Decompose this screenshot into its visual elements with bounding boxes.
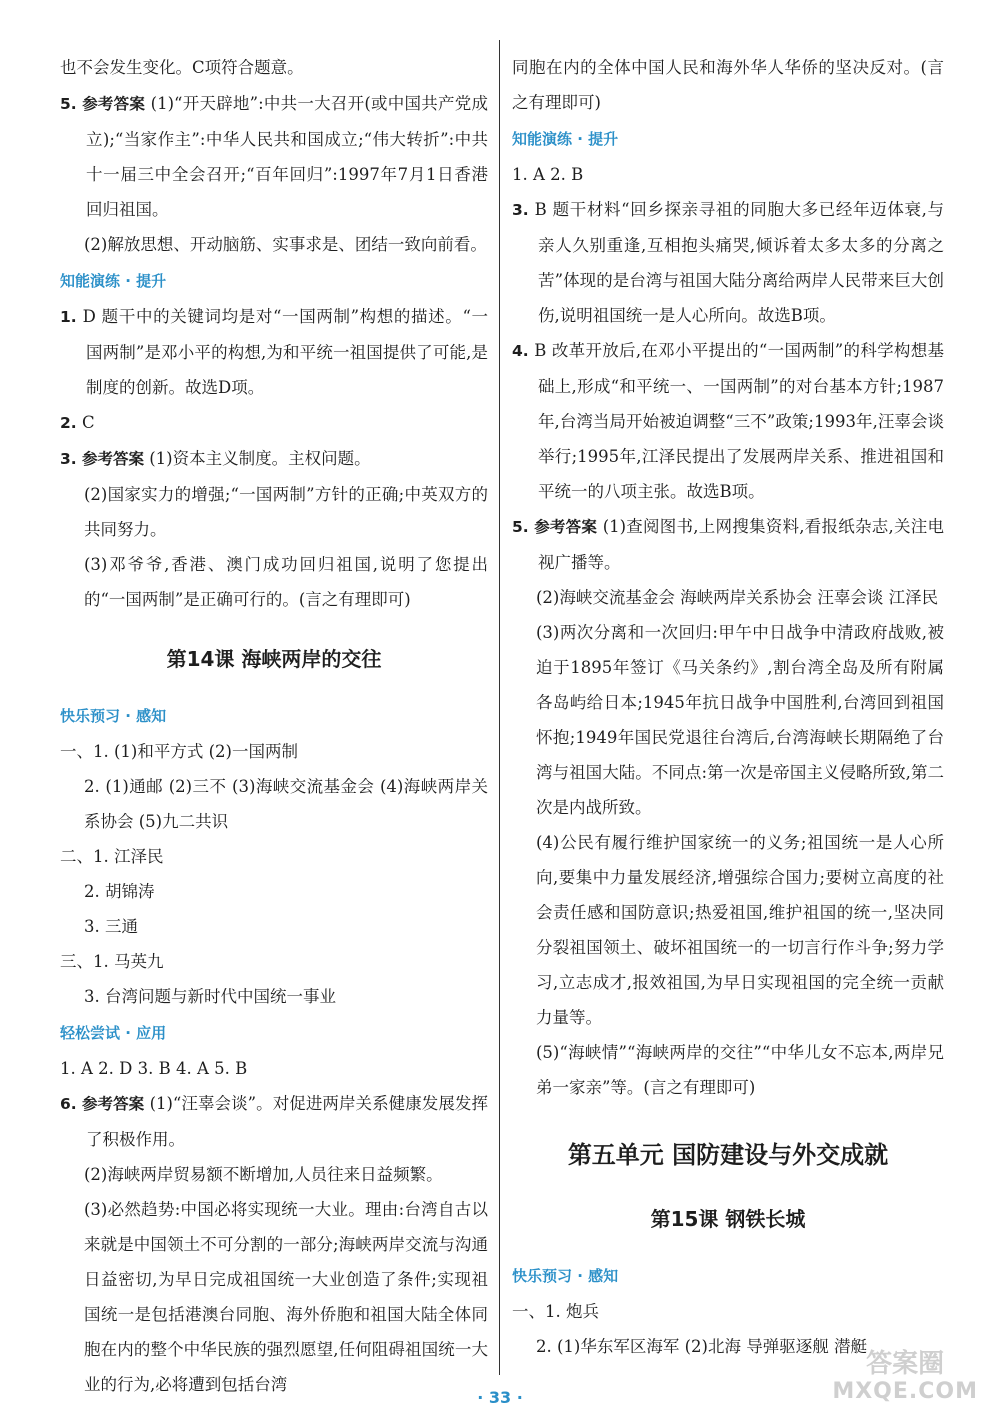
answer-line: 1. A 2. B [512,165,584,184]
answer-text: (1)资本主义制度。主权问题。 [149,449,371,468]
answer-text: (1)“汪辜会谈”。对促进两岸关系健康发展发挥了积极作用。 [86,1094,488,1149]
section-heading: 知能演练 · 提升 [512,130,619,148]
answer-subitem: (2)海峡交流基金会 海峡两岸关系协会 汪辜会谈 江泽民 [536,588,939,607]
answer-subitem: (3)邓爷爷,香港、澳门成功回归祖国,说明了您提出的“一国两制”是正确可行的。(言之有理即可) [84,555,488,609]
answer-text: C [81,413,95,432]
watermark-line2: MXQE.COM [832,1379,978,1404]
answer-line: 一、1. 炮兵 [512,1302,599,1321]
answer-text: 也不会发生变化。C项符合题意。 [60,58,304,77]
answer-item [512,192,944,333]
answer-item [512,333,944,509]
answer-subitem: (3)两次分离和一次回归:甲午中日战争中清政府战败,被迫于1895年签订《马关条约》,割台湾全岛及所有附属各岛屿给日本;1945年抗日战争中国胜利,台湾回到祖国怀抱;1949年国民党退往台湾后,台湾海峡长期隔绝了台湾与祖国大陆。不同点:第一次是帝国主义侵略所致,第二次是内战所致。 [536,623,944,817]
answer-item [60,86,488,227]
answer-item [60,299,488,405]
answer-text: (1)“开天辟地”:中共一大召开(或中国共产党成立);“当家作主”:中华人民共和国成立;“伟大转折”:中共十一届三中全会召开;“百年回归”:1997年7月1日香港回归祖国。 [86,94,488,219]
answer-subitem: 3. 台湾问题与新时代中国统一事业 [84,987,336,1006]
left-column [60,50,488,1402]
answer-text: (1)查阅图书,上网搜集资料,看报纸杂志,关注电视广播等。 [538,517,944,572]
section-heading: 快乐预习 · 感知 [60,707,167,725]
answer-subitem: (4)公民有履行维护国家统一的义务;祖国统一是人心所向,要集中力量发展经济,增强综合国力;要树立高度的社会责任感和国防意识;热爱祖国,维护祖国的统一,坚决同分裂祖国领土、破坏祖国统一的一切言行作斗争;努力学习,立志成才,报效祖国,为早日实现祖国的完全统一贡献力量等。 [536,833,944,1027]
answer-line: 1. A 2. D 3. B 4. A 5. B [60,1059,248,1078]
answer-line: 二、1. 江泽民 [60,847,164,866]
item-number: 5. [512,518,529,536]
unit-title: 第五单元 国防建设与外交成就 [567,1141,889,1169]
item-number: 5. [60,95,77,113]
section-heading: 轻松尝试 · 应用 [60,1024,167,1042]
answer-line: 一、1. (1)和平方式 (2)一国两制 [60,742,298,761]
watermark-line1: 答案圈 [866,1349,945,1379]
item-number: 3. [512,201,529,219]
answer-text: B 题干材料“回乡探亲寻祖的同胞大多已经年迈体衰,与亲人久别重逢,互相抱头痛哭,倾诉着太多太多的分离之苦”体现的是台湾与祖国大陆分离给两岸人民带来巨大创伤,说明祖国统一是人心所向。故选B项。 [534,200,944,325]
section-heading: 快乐预习 · 感知 [512,1267,619,1285]
item-number: 6. [60,1095,77,1113]
answer-line: 同胞在内的全体中国人民和海外华人华侨的坚决反对。(言之有理即可) [512,58,944,112]
lesson-title: 第15课 钢铁长城 [650,1207,806,1231]
answer-text: B 改革开放后,在邓小平提出的“一国两制”的科学构想基础上,形成“和平统一、一国两制”的对台基本方针;1987年,台湾当局开始被迫调整“三不”政策;1993年,汪辜会谈举行;1995年,江泽民提出了发展两岸关系、推进祖国和平统一的八项主张。故选B项。 [534,341,944,501]
answer-label: 参考答案 [534,518,598,536]
item-number: 2. [60,414,77,432]
answer-item [60,50,488,86]
answer-subitem: 2. (1)华东军区海军 (2)北海 导弹驱逐舰 潜艇 [536,1337,867,1356]
answer-line: 三、1. 马英九 [60,952,164,971]
answer-item [60,1086,488,1157]
column-divider [499,40,500,1375]
page-number: · 33 · [477,1388,523,1407]
answer-item [512,509,944,580]
watermark-logo [832,1350,978,1406]
answer-item [60,441,488,477]
answer-label: 参考答案 [82,95,146,113]
answer-subitem: 2. 胡锦涛 [84,882,155,901]
answer-text: D 题干中的关键词均是对“一国两制”构想的描述。“一国两制”是邓小平的构想,为和平统一祖国提供了可能,是制度的创新。故选D项。 [82,307,489,397]
answer-subitem: (2)解放思想、开动脑筋、实事求是、团结一致向前看。 [84,235,487,254]
answer-label: 参考答案 [81,450,144,468]
answer-subitem: (3)必然趋势:中国必将实现统一大业。理由:台湾自古以来就是中国领土不可分割的一部分;海峡两岸交流与沟通日益密切,为早日完成祖国统一大业创造了条件;实现祖国统一是包括港澳台同胞、海外侨胞和祖国大陆全体同胞在内的整个中华民族的强烈愿望,任何阻碍祖国统一大业的行为,必将遭到包括台湾 [84,1200,488,1394]
item-number: 4. [512,342,529,360]
lesson-title: 第14课 海峡两岸的交往 [166,647,382,671]
section-heading: 知能演练 · 提升 [60,272,167,290]
answer-subitem: (5)“海峡情”“海峡两岸的交往”“中华儿女不忘本,两岸兄弟一家亲”等。(言之有理即可) [536,1043,944,1097]
right-column [512,50,944,1364]
answer-subitem: 2. (1)通邮 (2)三不 (3)海峡交流基金会 (4)海峡两岸关系协会 (5)九二共识 [84,777,488,831]
item-number: 1. [60,308,77,326]
answer-subitem: (2)海峡两岸贸易额不断增加,人员往来日益频繁。 [84,1165,443,1184]
item-number: 3. [60,450,77,468]
answer-item [60,405,488,441]
answer-subitem: (2)国家实力的增强;“一国两制”方针的正确;中英双方的共同努力。 [84,485,488,539]
answer-subitem: 3. 三通 [84,917,138,936]
answer-label: 参考答案 [82,1095,145,1113]
